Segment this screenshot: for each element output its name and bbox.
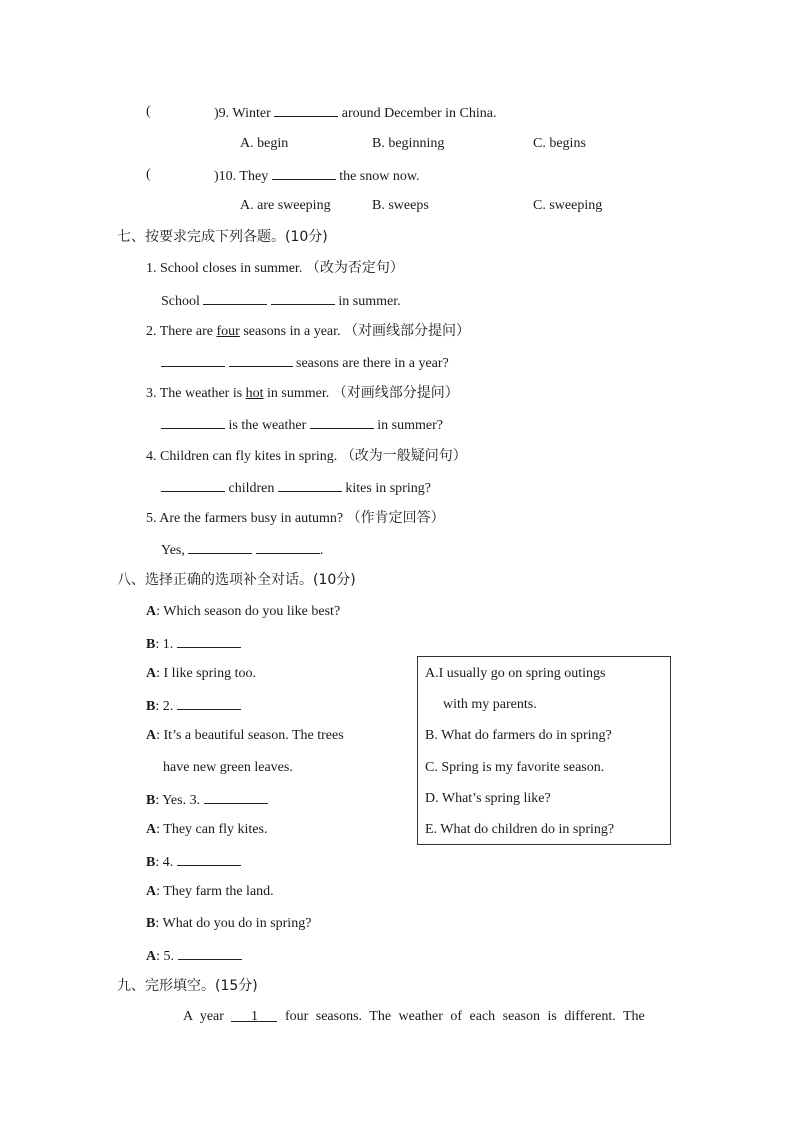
question-text: 1. School closes in summer. xyxy=(146,261,303,276)
instruction: （作肯定回答） xyxy=(346,510,445,526)
question-text: seasons in a year. xyxy=(239,324,341,339)
option-a: A.I usually go on spring outings xyxy=(425,666,606,681)
question-text: 2. There are xyxy=(146,324,217,339)
blank[interactable] xyxy=(161,415,225,429)
s7-question-4 xyxy=(146,447,467,466)
option-b: B. What do farmers do in spring? xyxy=(425,728,612,743)
answer-text: in summer? xyxy=(377,418,443,433)
blank[interactable] xyxy=(161,478,225,492)
paragraph-text: four seasons. The weather of each season is different. The xyxy=(284,1009,645,1024)
dialog-text: : Which season do you like best? xyxy=(156,604,341,619)
dialog-text: : They farm the land. xyxy=(156,884,274,899)
speaker: B xyxy=(146,637,156,652)
section-title-7: 七、按要求完成下列各题。(10分) xyxy=(117,229,328,245)
s7-question-3 xyxy=(146,384,459,403)
section-title-8: 八、选择正确的选项补全对话。(10分) xyxy=(117,572,356,588)
paragraph-text: A year xyxy=(183,1009,224,1024)
question-text: 3. The weather is xyxy=(146,386,246,401)
underlined-word: hot xyxy=(245,386,264,401)
dialog-line xyxy=(146,790,268,810)
dialog-text: : 2. xyxy=(155,699,174,714)
dialog-text: : It’s a beautiful season. The trees xyxy=(156,728,344,743)
dialog-line xyxy=(146,603,340,621)
blank[interactable] xyxy=(204,790,268,804)
answer-text: School xyxy=(161,294,200,309)
option-c: C. begins xyxy=(533,136,586,151)
question-number-10: )10. xyxy=(214,169,237,184)
s7-answer-3 xyxy=(161,415,443,435)
blank[interactable] xyxy=(161,353,225,367)
option-c: C. sweeping xyxy=(533,198,603,213)
dialog-text: : They can fly kites. xyxy=(156,822,268,837)
question-10-stem-b: the snow now. xyxy=(339,169,420,184)
question-9-stem-b: around December in China. xyxy=(341,106,497,121)
options-box xyxy=(417,656,671,845)
blank[interactable] xyxy=(271,291,335,305)
option-b: B. sweeps xyxy=(372,198,429,213)
question-text: 4. Children can fly kites in spring. xyxy=(146,449,338,464)
dialog-line xyxy=(146,821,267,839)
cloze-paragraph xyxy=(183,1008,645,1026)
dialog-text: : Yes. 3. xyxy=(155,793,201,808)
dialog-text: : 1. xyxy=(155,637,174,652)
speaker: A xyxy=(146,728,157,743)
instruction: （改为一般疑问句） xyxy=(340,448,467,464)
dialog-line xyxy=(146,946,242,966)
dialog-text: : What do you do in spring? xyxy=(155,916,312,931)
question-number-9: )9. xyxy=(214,106,230,121)
s7-answer-2 xyxy=(161,353,449,373)
question-9 xyxy=(214,103,496,123)
question-text: 5. Are the farmers busy in autumn? xyxy=(146,511,344,526)
blank[interactable] xyxy=(229,353,293,367)
dialog-line xyxy=(163,759,293,777)
answer-text: seasons are there in a year? xyxy=(296,356,449,371)
instruction: （改为否定句） xyxy=(305,260,404,276)
blank[interactable] xyxy=(310,415,374,429)
speaker: B xyxy=(146,699,156,714)
answer-text: Yes, xyxy=(161,543,185,558)
dialog-text: have new green leaves. xyxy=(163,760,293,775)
option-d: D. What’s spring like? xyxy=(425,791,551,806)
speaker: A xyxy=(146,604,157,619)
blank-number: 1 xyxy=(250,1009,258,1024)
dialog-text: : 4. xyxy=(155,855,174,870)
answer-text: kites in spring? xyxy=(345,481,431,496)
s7-answer-4 xyxy=(161,478,431,498)
blank[interactable] xyxy=(178,946,242,960)
answer-text: in summer. xyxy=(338,294,401,309)
s7-question-2 xyxy=(146,322,470,341)
blank[interactable] xyxy=(256,540,320,554)
blank[interactable] xyxy=(188,540,252,554)
answer-text: . xyxy=(319,543,324,558)
cloze-blank-1[interactable] xyxy=(231,1008,277,1022)
speaker: A xyxy=(146,949,157,964)
blank[interactable] xyxy=(177,696,241,710)
speaker: B xyxy=(146,793,156,808)
s7-answer-1 xyxy=(161,291,401,311)
option-b: B. beginning xyxy=(372,136,445,151)
option-a-continued: with my parents. xyxy=(443,697,537,712)
blank[interactable] xyxy=(203,291,267,305)
dialog-line xyxy=(146,696,241,716)
dialog-line xyxy=(146,665,256,683)
answer-paren-open-10: ( xyxy=(146,167,151,182)
option-a: A. begin xyxy=(240,136,289,151)
dialog-text: : I like spring too. xyxy=(156,666,257,681)
blank[interactable] xyxy=(274,103,338,117)
answer-text: is the weather xyxy=(228,418,307,433)
speaker: B xyxy=(146,855,156,870)
speaker: A xyxy=(146,666,157,681)
speaker: A xyxy=(146,884,157,899)
section-title-9: 九、完形填空。(15分) xyxy=(117,978,258,994)
option-e: E. What do children do in spring? xyxy=(425,822,615,837)
speaker: A xyxy=(146,822,157,837)
dialog-line xyxy=(146,915,311,933)
blank[interactable] xyxy=(177,634,241,648)
question-9-stem-a: Winter xyxy=(232,106,271,121)
answer-text: children xyxy=(228,481,275,496)
s7-question-1 xyxy=(146,259,404,278)
dialog-line xyxy=(146,634,241,654)
question-10 xyxy=(214,166,420,186)
speaker: B xyxy=(146,916,156,931)
s7-answer-5 xyxy=(161,540,323,560)
dialog-line xyxy=(146,852,241,872)
option-c: C. Spring is my favorite season. xyxy=(425,760,605,775)
dialog-line xyxy=(146,883,274,901)
instruction: （对画线部分提问） xyxy=(332,385,459,401)
dialog-line xyxy=(146,727,344,745)
dialog-text: : 5. xyxy=(156,949,175,964)
s7-question-5 xyxy=(146,509,445,528)
blank[interactable] xyxy=(278,478,342,492)
option-a: A. are sweeping xyxy=(240,198,331,213)
blank[interactable] xyxy=(272,166,336,180)
question-text: in summer. xyxy=(263,386,330,401)
answer-paren-open-9: ( xyxy=(146,104,151,119)
question-10-stem-a: They xyxy=(239,169,269,184)
underlined-word: four xyxy=(216,324,240,339)
blank[interactable] xyxy=(177,852,241,866)
instruction: （对画线部分提问） xyxy=(344,323,471,339)
